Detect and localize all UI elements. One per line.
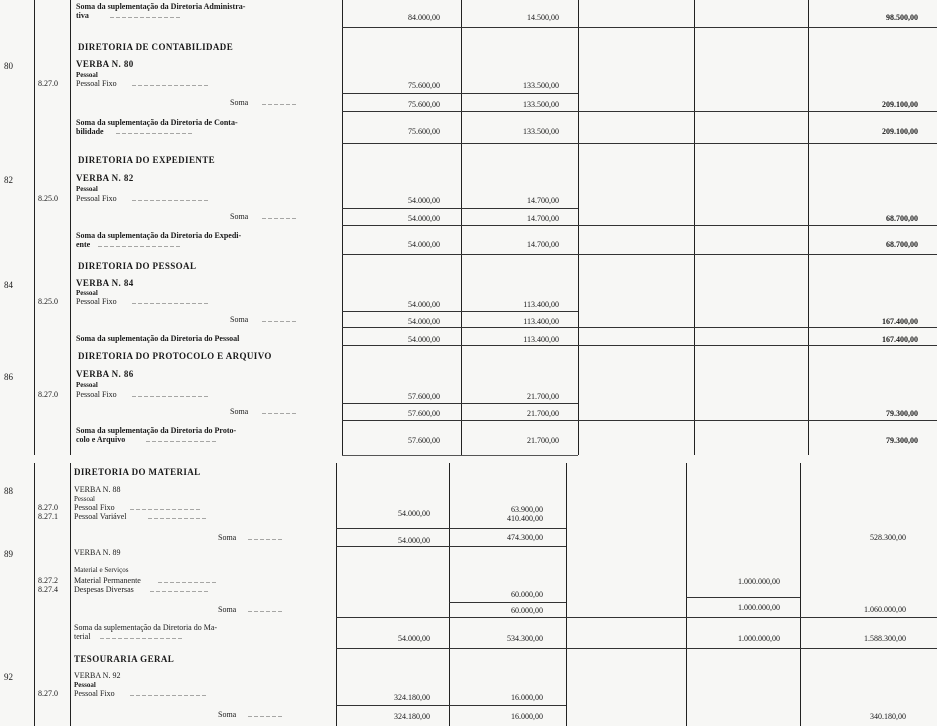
item-label: Pessoal Fixo bbox=[74, 689, 115, 698]
soma-label: Soma bbox=[230, 407, 249, 416]
item-code: 8.27.2 bbox=[38, 576, 58, 585]
verba-label: VERBA N. 80 bbox=[76, 59, 134, 69]
item-code: 8.27.1 bbox=[38, 512, 58, 521]
cell-value: 167.400,00 bbox=[882, 335, 918, 344]
cell-value: 324.180,00 bbox=[394, 693, 430, 702]
item-label: Material Permanente bbox=[74, 576, 141, 585]
cell-value: 1.000.000,00 bbox=[738, 603, 780, 612]
item-code: 8.27.0 bbox=[38, 503, 58, 512]
cell-value: 54.000,00 bbox=[408, 196, 440, 205]
verba-label: VERBA N. 89 bbox=[74, 548, 121, 557]
row-desc: terial bbox=[74, 632, 91, 641]
soma-label: Soma bbox=[230, 212, 249, 221]
row-desc: Soma da suplementação da Diretoria do Proto- bbox=[76, 426, 237, 435]
cell-value: 14.700,00 bbox=[527, 240, 559, 249]
cell-value: 324.180,00 bbox=[394, 712, 430, 721]
cell-value: 1.060.000,00 bbox=[864, 605, 906, 614]
verba-label: VERBA N. 92 bbox=[74, 671, 121, 680]
cell-value: 79.300,00 bbox=[886, 409, 918, 418]
cell-value: 57.600,00 bbox=[408, 436, 440, 445]
group-label: Pessoal bbox=[76, 185, 98, 193]
cell-value: 75.600,00 bbox=[408, 81, 440, 90]
row-desc: ente bbox=[76, 240, 91, 249]
cell-value: 54.000,00 bbox=[408, 317, 440, 326]
item-number: 86 bbox=[4, 372, 13, 382]
cell-value: 21.700,00 bbox=[527, 436, 559, 445]
group-label: Pessoal bbox=[74, 495, 95, 503]
row-desc: Soma da suplementação da Diretoria Administra- bbox=[76, 2, 246, 11]
cell-value: 68.700,00 bbox=[886, 214, 918, 223]
cell-value: 60.000,00 bbox=[511, 606, 543, 615]
cell-value: 528.300,00 bbox=[870, 533, 906, 542]
section-heading: DIRETORIA DE CONTABILIDADE bbox=[78, 42, 234, 52]
verba-label: VERBA N. 82 bbox=[76, 173, 134, 183]
cell-value: 54.000,00 bbox=[408, 300, 440, 309]
cell-value: 98.500,00 bbox=[886, 13, 918, 22]
item-code: 8.25.0 bbox=[38, 194, 58, 203]
cell-value: 54.000,00 bbox=[398, 536, 430, 545]
item-label: Pessoal Fixo bbox=[76, 390, 117, 399]
cell-value: 113.400,00 bbox=[523, 300, 559, 309]
group-label: Pessoal bbox=[76, 71, 98, 79]
cell-value: 54.000,00 bbox=[408, 214, 440, 223]
item-number: 80 bbox=[4, 61, 13, 71]
cell-value: 54.000,00 bbox=[408, 240, 440, 249]
cell-value: 14.700,00 bbox=[527, 196, 559, 205]
cell-value: 75.600,00 bbox=[408, 127, 440, 136]
cell-value: 113.400,00 bbox=[523, 317, 559, 326]
cell-value: 57.600,00 bbox=[408, 409, 440, 418]
group-label: Pessoal bbox=[74, 681, 96, 689]
soma-label: Soma bbox=[230, 315, 249, 324]
item-label: Despesas Diversas bbox=[74, 585, 134, 594]
cell-value: 79.300,00 bbox=[886, 436, 918, 445]
cell-value: 21.700,00 bbox=[527, 409, 559, 418]
row-desc: bilidade bbox=[76, 127, 104, 136]
cell-value: 209.100,00 bbox=[882, 100, 918, 109]
cell-value: 209.100,00 bbox=[882, 127, 918, 136]
soma-label: Soma bbox=[230, 98, 249, 107]
cell-value: 75.600,00 bbox=[408, 100, 440, 109]
cell-value: 16.000,00 bbox=[511, 712, 543, 721]
cell-value: 534.300,00 bbox=[507, 634, 543, 643]
cell-value: 54.000,00 bbox=[398, 509, 430, 518]
item-code: 8.27.0 bbox=[38, 689, 58, 698]
cell-value: 410.400,00 bbox=[507, 514, 543, 523]
cell-value: 60.000,00 bbox=[511, 590, 543, 599]
row-desc: Soma da suplementação da Diretoria do Pessoal bbox=[76, 334, 240, 343]
cell-value: 133.500,00 bbox=[523, 81, 559, 90]
item-label: Pessoal Fixo bbox=[76, 79, 117, 88]
cell-value: 54.000,00 bbox=[398, 634, 430, 643]
soma-label: Soma bbox=[218, 710, 237, 719]
item-label: Pessoal Fixo bbox=[74, 503, 115, 512]
soma-label: Soma bbox=[218, 533, 237, 542]
item-code: 8.27.0 bbox=[38, 79, 58, 88]
cell-value: 113.400,00 bbox=[523, 335, 559, 344]
cell-value: 1.588.300,00 bbox=[864, 634, 906, 643]
item-number: 84 bbox=[4, 280, 13, 290]
item-code: 8.27.4 bbox=[38, 585, 58, 594]
cell-value: 167.400,00 bbox=[882, 317, 918, 326]
item-code: 8.25.0 bbox=[38, 297, 58, 306]
item-label: Pessoal Variável bbox=[74, 512, 127, 521]
cell-value: 340.180,00 bbox=[870, 712, 906, 721]
row-desc: tiva bbox=[76, 11, 89, 20]
verba-label: VERBA N. 84 bbox=[76, 278, 134, 288]
cell-value: 68.700,00 bbox=[886, 240, 918, 249]
group-label: Material e Serviços bbox=[74, 566, 129, 574]
cell-value: 1.000.000,00 bbox=[738, 634, 780, 643]
item-code: 8.27.0 bbox=[38, 390, 58, 399]
section-heading: DIRETORIA DO PROTOCOLO E ARQUIVO bbox=[78, 351, 272, 361]
row-desc: Soma da suplementação da Diretoria do Expedi- bbox=[76, 231, 242, 240]
section-heading: DIRETORIA DO EXPEDIENTE bbox=[78, 155, 216, 165]
cell-value: 54.000,00 bbox=[408, 335, 440, 344]
row-desc: Soma da suplementação da Diretoria do Ma- bbox=[74, 623, 218, 632]
item-label: Pessoal Fixo bbox=[76, 194, 117, 203]
cell-value: 14.700,00 bbox=[527, 214, 559, 223]
group-label: Pessoal bbox=[76, 381, 98, 389]
section-heading: DIRETORIA DO PESSOAL bbox=[78, 261, 197, 271]
cell-value: 474.300,00 bbox=[507, 533, 543, 542]
cell-value: 57.600,00 bbox=[408, 392, 440, 401]
group-label: Pessoal bbox=[76, 289, 98, 297]
cell-value: 21.700,00 bbox=[527, 392, 559, 401]
item-label: Pessoal Fixo bbox=[76, 297, 117, 306]
section-heading: DIRETORIA DO MATERIAL bbox=[74, 467, 201, 477]
cell-value: 1.000.000,00 bbox=[738, 577, 780, 586]
item-number: 92 bbox=[4, 672, 13, 682]
cell-value: 84.000,00 bbox=[408, 13, 440, 22]
item-number: 82 bbox=[4, 175, 13, 185]
row-desc: Soma da suplementação da Diretoria de Conta- bbox=[76, 118, 238, 127]
cell-value: 133.500,00 bbox=[523, 127, 559, 136]
item-number: 88 bbox=[4, 486, 13, 496]
section-heading: TESOURARIA GERAL bbox=[74, 654, 175, 664]
cell-value: 14.500,00 bbox=[527, 13, 559, 22]
cell-value: 133.500,00 bbox=[523, 100, 559, 109]
verba-label: VERBA N. 86 bbox=[76, 369, 134, 379]
item-number: 89 bbox=[4, 549, 13, 559]
cell-value: 63.900,00 bbox=[511, 505, 543, 514]
document-page: Soma da suplementação da Diretoria Administra- tiva .. .. .. .. .. .. .. .. .. .. .. .. 84.000,00 14.500,00 98.500,00 DIRETORIA DE CONTABILIDADE 80 VERBA N. 80 Pessoal 8.27.0 Pessoal Fixo .. .. .. .. .. .. .. .. .. .. .. .. .. 75.600,00 133.500,00 Soma .. .. .. .. .. .. 75.600,00 133.500,00 209.100,00 Soma da suplementação da Diretoria de Conta- bilidade .. .. .. .. .. .. .. .. .. .. .. .. .. 75.600,00 133.500,00 209.100,00 DIRETORIA DO EXPEDIENTE 82 VERBA N. 82 Pessoal 8.25.0 Pessoal Fixo .. .. .. .. .. .. .. .. .. .. .. .. .. 54.000,00 14.700,00 Soma .. .. .. .. .. .. 54.000,00 14.700,00 68.700,00 Soma da suplementação da Diretoria do Expedi- ente .. .. .. .. .. .. .. .. .. .. .. .. .. .. 54.000,00 14.700,00 68.700,00 DIRETORIA DO PESSOAL 84 VERBA N. 84 Pessoal 8.25.0 Pessoal Fixo .. .. .. .. .. .. .. .. .. .. .. .. .. 54.000,00 113.400,00 Soma .. .. .. .. .. .. 54.000,00 113.400,00 167.400,00 Soma da suplementação da Diretoria do Pessoal 54.000,00 113.400,00 167.400,00 DIRETORIA DO PROTOCOLO E ARQUIVO 86 VERBA N. 86 Pessoal 8.27.0 Pessoal Fixo .. .. .. .. .. .. .. .. .. .. .. .. .. 57.600,00 21.700,00 Soma .. .. .. .. .. .. 57.600,00 21.700,00 79.300,00 Soma da suplementação da Diretoria do Proto- colo e Arquivo .. .. .. .. .. .. .. .. .. .. .. .. 57.600,00 21.700,00 79.300,00 DIRETORIA DO MATERIAL 88 VERBA N. 88 Pessoal 8.27.0 Pessoal Fixo .. .. .. .. .. .. .. .. .. .. .. .. 54.000,00 63.900,00 8.27.1 Pessoal Variável .. .. .. .. .. .. .. .. .. .. 410.400,00 Soma .. .. .. .. .. .. 54.000,00 474.300,00 528.300,00 89 VERBA N. 89 Material e Serviços 8.27.2 Material Permanente .. .. .. .. .. .. .. .. .. .. 1.000.000,00 8.27.4 Despesas Diversas .. .. .. .. .. .. .. .. .. .. 60.000,00 Soma .. .. .. .. .. .. 60.000,00 1.000.000,00 1.060.000,00 Soma da suplementação da Diretoria do Ma- terial .. .. .. .. .. .. .. .. .. .. .. .. .. .. 54.000,00 534.300,00 1.000.000,00 1.588.300,00 TESOURARIA GERAL 92 VERBA N. 92 Pessoal 8.27.0 Pessoal Fixo .. .. .. .. .. .. .. .. .. .. .. .. .. 324.180,00 16.000,00 Soma .. .. .. .. .. .. 324.180,00 16.000,00 340.180,00 bbox=[0, 0, 937, 726]
soma-label: Soma bbox=[218, 605, 237, 614]
row-desc: colo e Arquivo bbox=[76, 435, 126, 444]
cell-value: 16.000,00 bbox=[511, 693, 543, 702]
verba-label: VERBA N. 88 bbox=[74, 485, 121, 494]
